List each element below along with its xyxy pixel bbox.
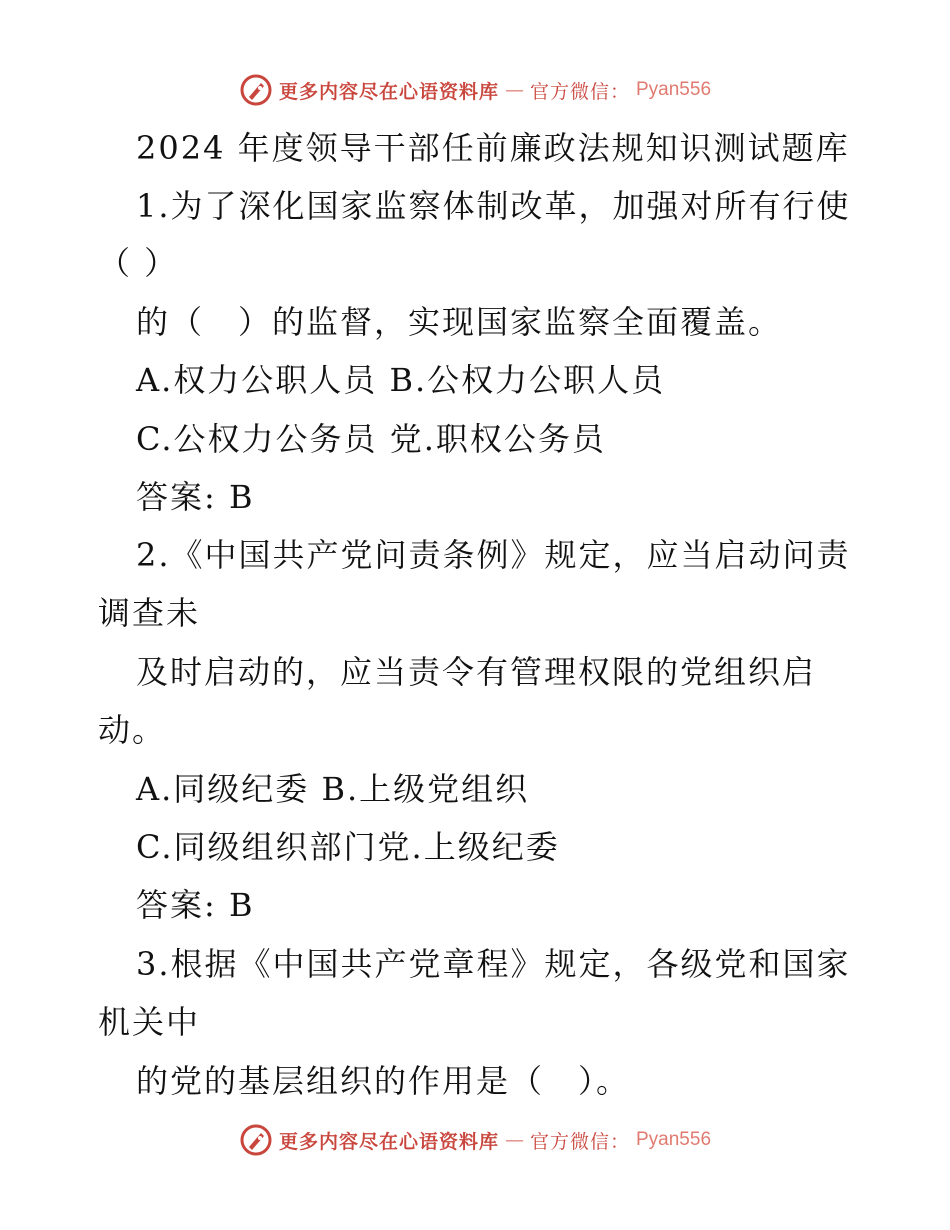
watermark-footer <box>0 1120 950 1160</box>
question-1-answer: 答案: B <box>136 478 255 516</box>
question-2-line-2: 调查未 <box>98 594 201 632</box>
question-1-options-ab: A.权力公职人员 B.公权力公职人员 <box>136 361 666 399</box>
watermark-text: 更多内容尽在心语资料库 <box>278 1130 499 1153</box>
question-1-options-cd: C.公权力公务员 党.职权公务员 <box>136 420 606 458</box>
watermark-label: 官方微信： <box>529 1130 630 1153</box>
question-2-options-cd: C.同级组织部门党.上级纪委 <box>136 828 560 866</box>
question-2-line-4: 动。 <box>98 711 167 749</box>
question-3-line-1: 3.根据《中国共产党章程》规定，各级党和国家 <box>136 945 851 983</box>
watermark-text: 更多内容尽在心语资料库 <box>278 80 499 103</box>
watermark-wechat-id: Pyan556 <box>636 79 712 100</box>
question-2-answer: 答案: B <box>136 886 255 924</box>
question-2-line-3: 及时启动的，应当责令有管理权限的党组织启 <box>136 653 817 691</box>
question-3-line-3: 的党的基层组织的作用是（ ）。 <box>136 1062 631 1100</box>
question-2-line-1: 2.《中国共产党问责条例》规定，应当启动问责 <box>136 536 851 574</box>
watermark-dash: — <box>504 1129 524 1151</box>
question-1-line-1: 1.为了深化国家监察体制改革，加强对所有行使 <box>136 187 851 225</box>
pen-nib-seal-icon <box>239 1123 273 1157</box>
watermark-label: 官方微信： <box>529 80 630 103</box>
watermark-wechat-id: Pyan556 <box>636 1129 712 1150</box>
question-1-line-2: （ ） <box>98 244 179 282</box>
question-2-options-ab: A.同级纪委 B.上级党组织 <box>136 770 530 808</box>
document-title: 2024 年度领导干部任前廉政法规知识测试题库 <box>136 129 850 167</box>
question-1-line-3: 的（ ）的监督，实现国家监察全面覆盖。 <box>136 303 783 341</box>
watermark-dash: — <box>504 79 524 101</box>
question-3-line-2: 机关中 <box>98 1003 201 1041</box>
